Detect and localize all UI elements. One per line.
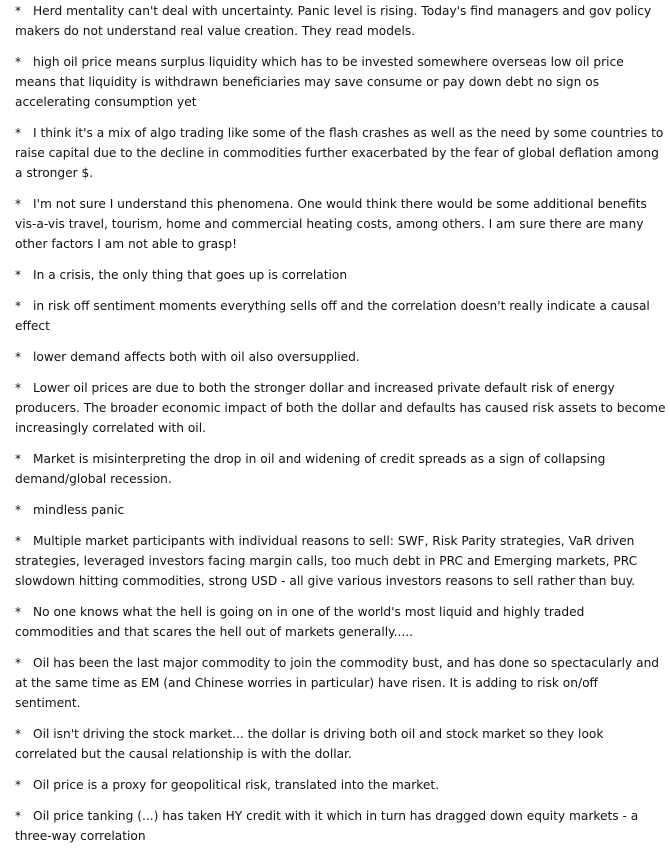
bullet-marker: * (15, 381, 22, 395)
bullet-marker: * (15, 727, 22, 741)
list-item (15, 52, 670, 112)
list-item (15, 347, 670, 367)
bullet-marker: * (15, 197, 22, 211)
bullet-marker: * (15, 268, 22, 282)
list-item (15, 194, 670, 254)
list-item (15, 724, 670, 764)
comment-text: I think it's a mix of algo trading like some of the flash crashes as well as the need by some countries to raise capital due to the decline in commodities further exacerbated by the fear of global deflation among a stronger $. (15, 126, 664, 180)
list-item (15, 653, 670, 713)
comment-text: Oil price is a proxy for geopolitical risk, translated into the market. (33, 778, 439, 792)
bullet-marker: * (15, 55, 22, 69)
bullet-marker: * (15, 126, 22, 140)
bullet-marker: * (15, 534, 22, 548)
list-item (15, 449, 670, 489)
comment-text: No one knows what the hell is going on in one of the world's most liquid and highly traded commodities and that scares the hell out of markets generally..... (15, 605, 585, 639)
comment-text: Market is misinterpreting the drop in oil and widening of credit spreads as a sign of collapsing demand/global recession. (15, 452, 606, 486)
comment-text: high oil price means surplus liquidity which has to be invested somewhere overseas low oil price means that liquidity is withdrawn beneficiaries may save consume or pay down debt no sign os accelerating consumption yet (15, 55, 624, 109)
list-item (15, 378, 670, 438)
list-item (15, 806, 670, 846)
bullet-marker: * (15, 4, 22, 18)
bullet-marker: * (15, 503, 22, 517)
bullet-marker: * (15, 778, 22, 792)
bullet-marker: * (15, 299, 22, 313)
comment-text: In a crisis, the only thing that goes up is correlation (33, 268, 348, 282)
list-item (15, 265, 670, 285)
list-item (15, 500, 670, 520)
comment-text: Oil has been the last major commodity to join the commodity bust, and has done so spectacularly and at the same time as EM (and Chinese worries in particular) have risen. It is adding to risk on/off sentiment. (15, 656, 660, 710)
comment-text: lower demand affects both with oil also oversupplied. (33, 350, 360, 364)
comment-text: Herd mentality can't deal with uncertainty. Panic level is rising. Today's find managers and gov policy makers do not understand real value creation. They read models. (15, 4, 652, 38)
bullet-marker: * (15, 605, 22, 619)
list-item (15, 602, 670, 642)
list-item (15, 775, 670, 795)
comment-text: Lower oil prices are due to both the stronger dollar and increased private default risk of energy producers. The broader economic impact of both the dollar and defaults has caused risk assets to become increasingly correlated with oil. (15, 381, 666, 435)
bullet-marker: * (15, 350, 22, 364)
comment-text: Oil price tanking (...) has taken HY credit with it which in turn has dragged down equity markets - a three-way correlation (15, 809, 639, 843)
list-item (15, 531, 670, 591)
comment-text: Oil isn't driving the stock market... the dollar is driving both oil and stock market so they look correlated but the causal relationship is with the dollar. (15, 727, 604, 761)
list-item (15, 296, 670, 336)
bullet-marker: * (15, 452, 22, 466)
list-item (15, 123, 670, 183)
bullet-marker: * (15, 809, 22, 823)
bullet-marker: * (15, 656, 22, 670)
comment-text: mindless panic (33, 503, 125, 517)
comment-text: Multiple market participants with individual reasons to sell: SWF, Risk Parity strategies, VaR driven strategies, leveraged investors facing margin calls, too much debt in PRC and Emerging markets, PRC slowdown hitting commodities, strong USD - all give various investors reasons to sell rather than buy. (15, 534, 638, 588)
comment-text: I'm not sure I understand this phenomena. One would think there would be some additional benefits vis-a-vis travel, tourism, home and commercial heating costs, among others. I am sure there are many other factors I am not able to grasp! (15, 197, 647, 251)
comment-text: in risk off sentiment moments everything sells off and the correlation doesn't really indicate a causal effect (15, 299, 650, 333)
list-item (15, 1, 670, 41)
